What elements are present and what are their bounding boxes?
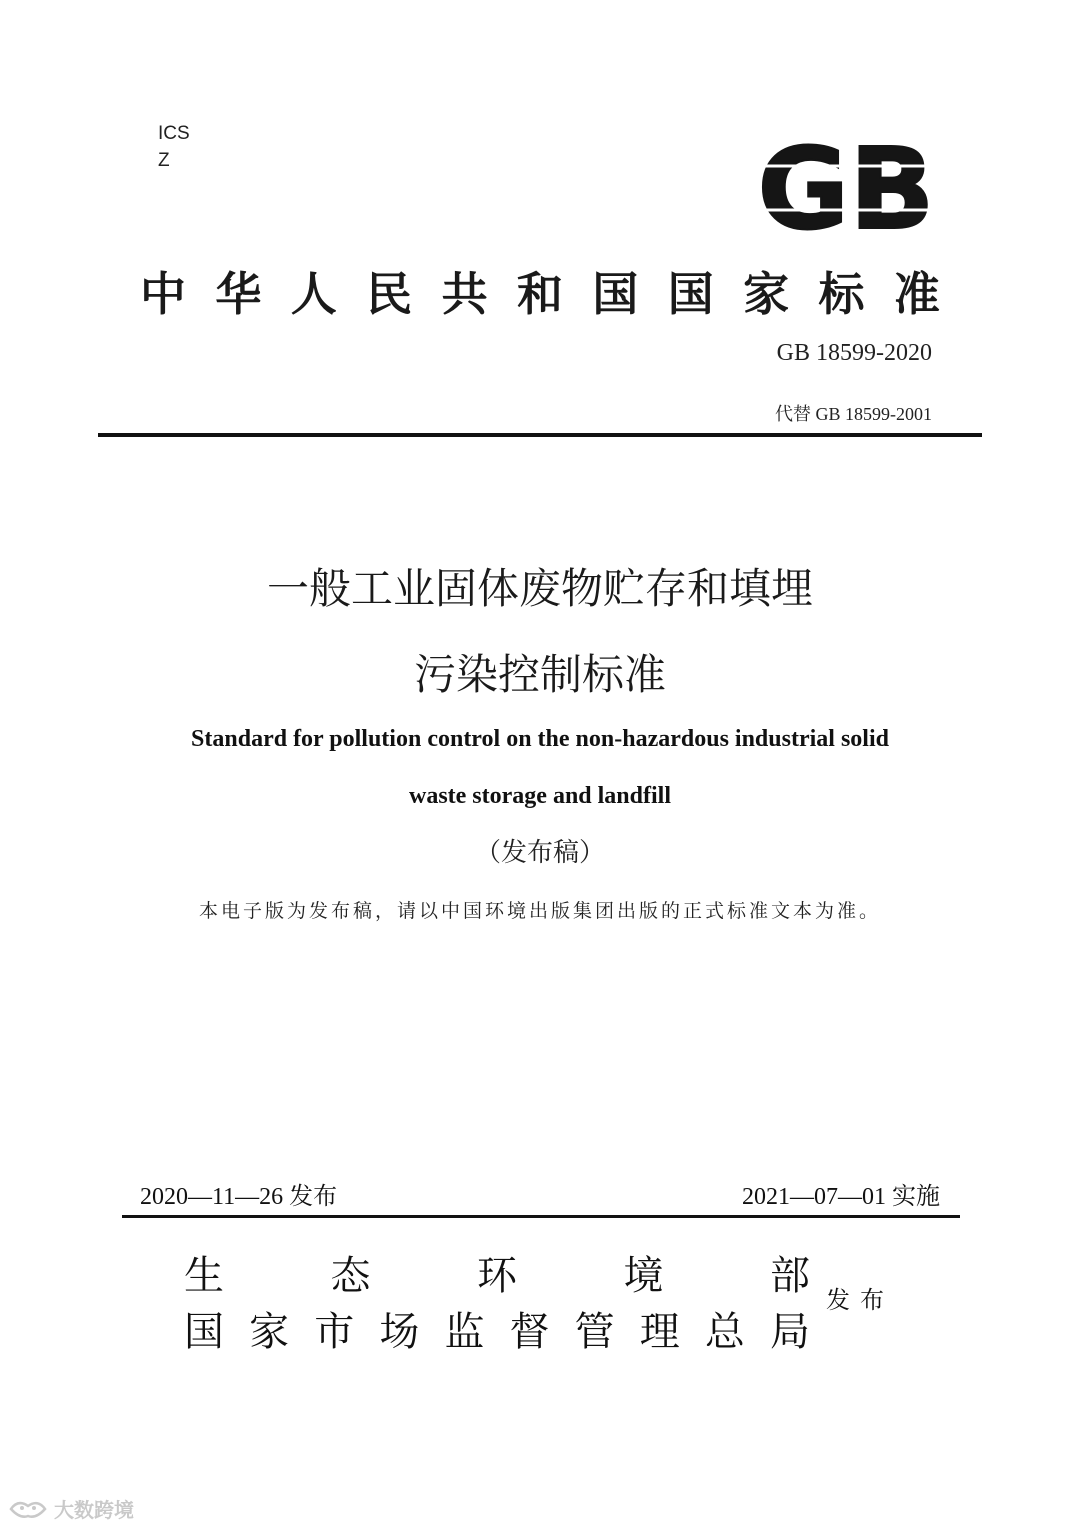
issuer-ministry-char: 态 bbox=[330, 1252, 371, 1299]
national-standard-char: 华 bbox=[215, 267, 262, 321]
replaces-standard: 代替 GB 18599-2001 bbox=[775, 404, 932, 424]
footer-divider bbox=[122, 1215, 960, 1218]
issuer-ministry-char: 环 bbox=[477, 1252, 517, 1299]
issuer-administration bbox=[184, 1300, 810, 1356]
watermark-text: 大数跨境 bbox=[54, 1498, 134, 1522]
issuer-administration-char: 局 bbox=[769, 1308, 810, 1355]
draft-label: （发布稿） bbox=[474, 838, 605, 868]
issuer-administration-char: 监 bbox=[444, 1308, 485, 1355]
title-cn-line2: 污染控制标准 bbox=[413, 650, 666, 699]
issuer-administration-char: 国 bbox=[184, 1308, 224, 1355]
national-standard-char: 国 bbox=[592, 267, 639, 321]
national-standard-char: 中 bbox=[140, 267, 186, 321]
issuer-ministry bbox=[184, 1244, 810, 1300]
national-standard-char: 家 bbox=[743, 267, 790, 321]
issuer-ministry-char: 境 bbox=[623, 1252, 664, 1299]
issuer-ministry-char: 生 bbox=[184, 1252, 224, 1299]
issuer-administration-char: 督 bbox=[509, 1308, 550, 1355]
national-standard-char: 民 bbox=[366, 267, 413, 321]
issuer-administration-char: 总 bbox=[704, 1308, 745, 1355]
gb-logo-text: GB bbox=[757, 136, 935, 240]
national-standard-char: 人 bbox=[290, 267, 337, 321]
watermark bbox=[8, 1494, 134, 1523]
title-cn-line1: 一般工业固体废物贮存和填埋 bbox=[266, 564, 813, 613]
publish-label: 发布 bbox=[826, 1286, 894, 1314]
ics-label: ICS bbox=[158, 123, 190, 144]
issuer-administration-char: 场 bbox=[379, 1308, 420, 1355]
standard-number: GB 18599-2020 bbox=[776, 340, 932, 366]
gb-logo-icon bbox=[748, 136, 944, 240]
issue-date: 2020—11—26 发布 bbox=[140, 1184, 338, 1210]
national-standard-char: 共 bbox=[441, 267, 488, 321]
national-standard-char: 和 bbox=[516, 267, 563, 321]
issuer-ministry-char: 部 bbox=[770, 1252, 810, 1299]
title-en-line2: waste storage and landfill bbox=[408, 783, 671, 809]
title-en-line1: Standard for pollution control on the non-hazardous industrial solid bbox=[191, 726, 889, 752]
issuer-administration-char: 管 bbox=[574, 1308, 615, 1355]
implement-date: 2021—07—01 实施 bbox=[742, 1184, 940, 1210]
ics-block bbox=[158, 120, 190, 174]
category-code: Z bbox=[158, 150, 170, 171]
header-divider bbox=[98, 433, 982, 437]
issuer-administration-char: 市 bbox=[314, 1308, 355, 1355]
national-standard-char: 标 bbox=[818, 267, 865, 321]
edition-note: 本电子版为发布稿，请以中国环境出版集团出版的正式标准文本为准。 bbox=[198, 900, 881, 922]
issuer-administration-char: 理 bbox=[639, 1308, 680, 1355]
national-standard-char: 国 bbox=[667, 267, 714, 321]
lips-logo-icon bbox=[8, 1497, 48, 1521]
national-standard-char: 准 bbox=[893, 267, 940, 321]
issuer-administration-char: 家 bbox=[249, 1308, 290, 1355]
national-standard-heading bbox=[140, 256, 940, 326]
